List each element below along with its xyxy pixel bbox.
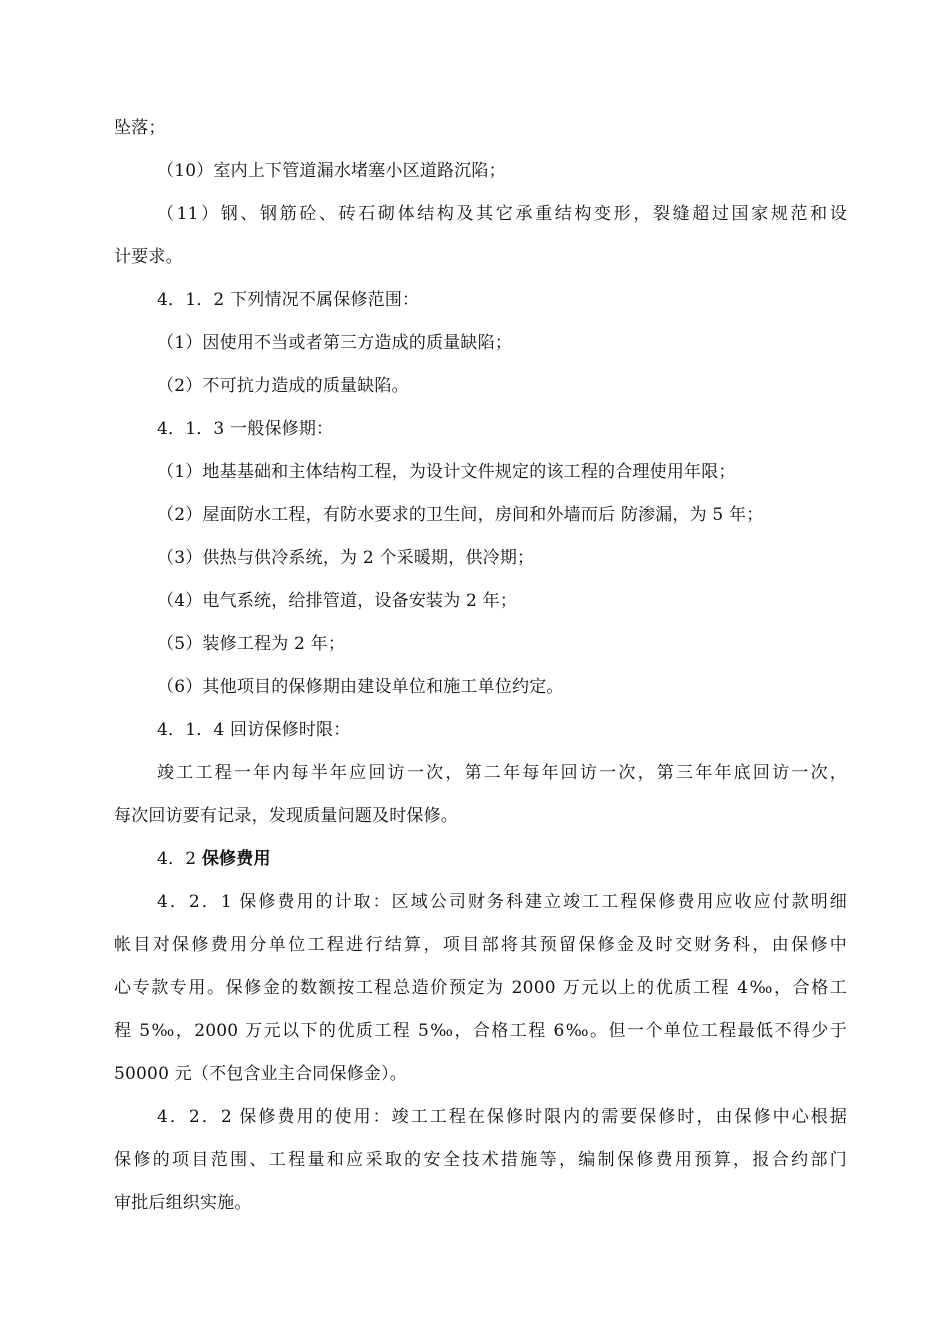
text-line: 4．2．2 保修费用的使用：竣工工程在保修时限内的需要保修时，由保修中心根据 [157, 1107, 847, 1127]
section-heading: 4．1．3 一般保修期： [157, 419, 334, 439]
text-line: （2）屋面防水工程，有防水要求的卫生间，房间和外墙而后 防渗漏，为 5 年； [157, 505, 764, 525]
text-line: （4）电气系统，给排管道，设备安装为 2 年； [157, 591, 518, 611]
text-line: 心专款专用。保修金的数额按工程总造价预定为 2000 万元以上的优质工程 4‰，合格工 [114, 978, 847, 998]
text-line: 竣工工程一年内每半年应回访一次，第二年每年回访一次，第三年年底回访一次， [157, 763, 847, 783]
text-line: 每次回访要有记录，发现质量问题及时保修。 [114, 806, 458, 826]
text-line: （2）不可抗力造成的质量缺陷。 [157, 376, 409, 396]
text-line: （10）室内上下管道漏水堵塞小区道路沉陷； [157, 161, 506, 181]
section-heading: 4．1．2 下列情况不属保修范围： [157, 290, 420, 310]
text-line: 4．2．1 保修费用的计取：区域公司财务科建立竣工工程保修费用应收应付款明细 [157, 892, 847, 912]
section-number: 4．2 [157, 849, 202, 869]
text-line: 帐目对保修费用分单位工程进行结算，项目部将其预留保修金及时交财务科，由保修中 [114, 935, 847, 955]
text-line: （6）其他项目的保修期由建设单位和施工单位约定。 [157, 677, 564, 697]
text-line: （11）钢、钢筋砼、砖石砌体结构及其它承重结构变形，裂缝超过国家规范和设 [157, 204, 847, 224]
section-heading [157, 848, 271, 870]
text-line: 审批后组织实施。 [114, 1193, 252, 1213]
section-heading: 4．1．4 回访保修时限： [157, 720, 351, 740]
text-line: （1）地基基础和主体结构工程，为设计文件规定的该工程的合理使用年限； [157, 462, 736, 482]
section-title: 保修费用 [201, 849, 271, 869]
text-line: （3）供热与供冷系统，为 2 个采暖期，供冷期； [157, 548, 535, 568]
text-line: （5）装修工程为 2 年； [157, 634, 346, 654]
text-line: 坠落； [114, 118, 166, 138]
text-line: 程 5‰，2000 万元以下的优质工程 5‰，合格工程 6‰。但一个单位工程最低不得少于 [114, 1021, 847, 1041]
text-line: 保修的项目范围、工程量和应采取的安全技术措施等，编制保修费用预算，报合约部门 [114, 1150, 847, 1170]
text-line: 50000 元（不包含业主合同保修金）。 [114, 1064, 407, 1084]
text-line: 计要求。 [114, 247, 183, 267]
text-line: （1）因使用不当或者第三方造成的质量缺陷； [157, 333, 513, 353]
